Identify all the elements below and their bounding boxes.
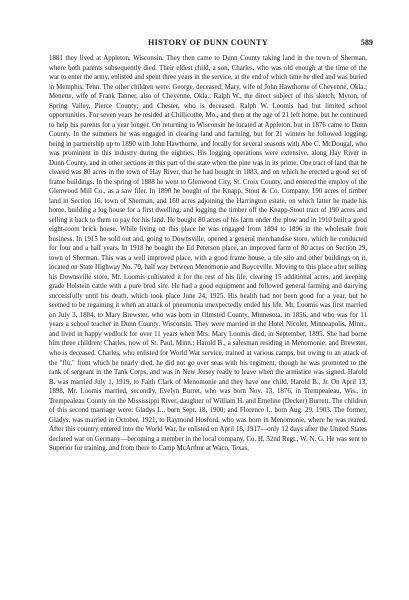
page-number: 589 [360,38,373,47]
running-head [49,38,373,50]
body-paragraph: 1881 they lived at Appleton, Wisconsin. They then came to Dunn County taking land in the town of Sherman, where both parents subsequently died. Their eldest child, a son, Charles, who was old enough at the time of the war to enter the army, enlisted and spent three years in the service, at the end of which time he died and was buried in Memphis, Tenn. The other children were: George, deceased; Mary, wife of John Hawthorne of Cheyenne, Okla.; Menette, wife of Frank Tanner, also of Cheyenne, Okla.; Ralph W., the direct subject of this sketch; Myron, of Spring Valley, Pierce County; and Chester, who is deceased. Ralph W. Loomis had but limited school opportunities. For seven years he resided at Chillicothe, Mo., and then at the age of 21 left home, but he continued to help his parents for a year longer. On returning to Wisconsin he located at Appleton, but in 1876 came to Dunn County. In the summers he was engaged in clearing land and farming, but for 21 winters he followed logging, being in partnership up to 1890 with John Hawthorne, and locally for several seasons with Abe C. McDougal, who was prominent in this industry during the eighties. His logging operations were extensive, along Hay River in Dunn County, and in other sections in this part of the state when the pine was in its prime. One tract of land that he cleared was 80 acres in the town of Hay River, that he had bought in 1883, and on which he erected a good set of frame buildings. In the spring of 1888 he went to Glenwood City, St. Croix County, and entered the employ of the Glenwood Mill Co., as a saw filer. In 1890 he bought of the Knapp, Stout & Co. Company, 190 acres of timber land in Section 16, town of Sherman, and 160 acres adjoining the Harrington estate, on which latter he made his home, building a log house for a first dwelling, and logging the timber off the Knapp-Stout tract of 190 acres and selling it back to them to pay for his land. He bought 80 acres of his farm under the plow and in 1910 built a good eight-room brick house. While living on this place he was engaged from 1894 to 1896 in the wholesale fruit business. In 1915 he sold out and, going to Downsville, opened a general merchandise store, which he conducted for four and a half years. In 1918 he bought the Ed Peterson place, an improved farm of 80 acres on Section 29, town of Sherman. This was a well improved place, with a good frame house, a tile silo and other buildings on it, located on State Highway No. 79, half way between Menomonie and Boyceville. Moving to this place after selling his Downsville store, Mr. Loomis cultivated it for the rest of his life, clearing 15 additional acres, and keeping grade Holstein cattle with a pure bred sire. He had a good equipment and followed general farming and dairying successfully until his death, which took place June 24, 1925. His health had not been good for a year, but he seemed to be regaining it when an attack of pneumonia unexpectedly ended his life. Mr. Loomis was first married on July 3, 1884, to Mary Brewster, who was born in Olmsted County, Minnesota, in 1856, and who was for 11 years a school teacher in Dunn County, Wisconsin. They were married in the Hotel Nicolet, Minneapolis, Minn., and lived in happy wedlock for over 11 years when Mrs. Mary Loomis died, in September, 1895. She had borne him three children: Charles, now of St. Paul, Minn.; Harold B., a salesman residing in Menomonie, and Brewster, who is deceased. Charles, who enlisted for World War service, trained at various camps, but owing to an attack of the "flu," from which he nearly died, he did not go over seas with his regiment, though he was promoted to the rank of sergeant in the Tank Corps, and was in New Jersey ready to leave when the armistice was signed. Harold B. was married July 1, 1919, to Faith Clark of Menomonie and they have one child, Harold B., Jr. On April 13, 1898, Mr. Loomis married, secondly, Evelyn Burret, who was born Nov. 13, 1876, in Trempealeau, Wis., in Trempealeau County on the Mississippi River, daughter of William H. and Emeline (Decker) Burrett. The children of this second marriage were: Gladys L., born Sept. 18, 1900; and Florence I., born Aug. 29, 1903. The former, Gladys, was married in October, 1921, to Raymond Hosford, who was born in Menomonie, where he was reared. After this country entered into the World War, he enlisted on April 18, 1917—only 12 days after the United States declared war on Germany—becoming a member in the local company, Co. H, 32nd Regt., W. N. G. He was sent to Superior for training, and from there to Camp McArthur at Waco, Texas, [49,55,367,453]
page-title: HISTORY OF DUNN COUNTY [148,38,268,47]
document-page [49,38,373,454]
